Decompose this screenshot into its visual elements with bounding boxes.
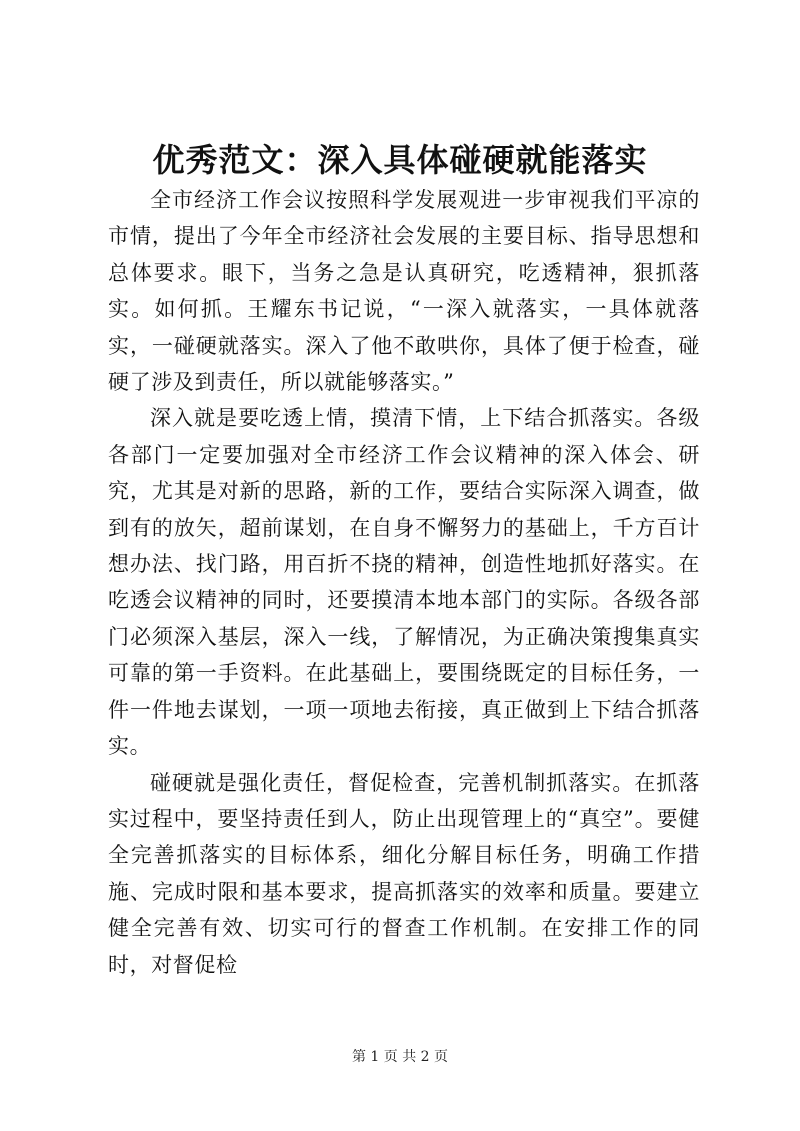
page-footer: 第 1 页 共 2 页: [351, 1049, 449, 1065]
paragraph: 深入就是要吃透上情，摸清下情，上下结合抓落实。各级各部门一定要加强对全市经济工作会议精神的深入体会、研究，尤其是对新的思路，新的工作，要结合实际深入调查，做到有的放矢，超前谋划，在自身不懈努力的基础上，千方百计想办法、找门路，用百折不挠的精神，创造性地抓好落实。在吃透会议精神的同时，还要摸清本地本部门的实际。各级各部门必须深入基层，深入一线，了解情况，为正确决策搜集真实可靠的第一手资料。在此基础上，要围绕既定的目标任务，一件一件地去谋划，一项一项地去衔接，真正做到上下结合抓落实。: [108, 406, 700, 759]
paragraph: 全市经济工作会议按照科学发展观进一步审视我们平凉的市情，提出了今年全市经济社会发展的主要目标、指导思想和总体要求。眼下，当务之急是认真研究，吃透精神，狠抓落实。如何抓。王耀东书记说，“一深入就落实，一具体就落实，一碰硬就落实。深入了他不敢哄你，具体了便于检查，碰硬了涉及到责任，所以就能够落实。”: [108, 188, 700, 395]
document-title: 优秀范文：深入具体碰硬就能落实: [152, 141, 648, 179]
document-body: [108, 182, 700, 983]
paragraph: 碰硬就是强化责任，督促检查，完善机制抓落实。在抓落实过程中，要坚持责任到人，防止出现管理上的“真空”。要健全完善抓落实的目标体系，细化分解目标任务，明确工作措施、完成时限和基本要求，提高抓落实的效率和质量。要建立健全完善有效、切实可行的督查工作机制。在安排工作的同时，对督促检: [108, 770, 700, 977]
